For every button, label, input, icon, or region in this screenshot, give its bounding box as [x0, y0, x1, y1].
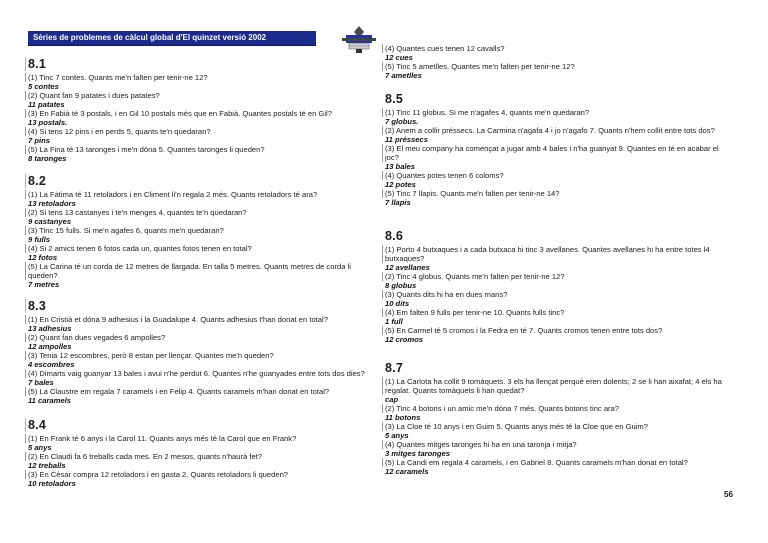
problem-section [28, 174, 374, 289]
problem-question: (4) Em falten 9 fulls per tenir-ne 10. Quants fulls tinc? [382, 308, 733, 317]
section-title: 8.4 [25, 418, 374, 432]
problem-answer: 13 retoladors [28, 199, 76, 208]
problem-answer: 3 mitges taronges [385, 449, 450, 458]
problem-section [28, 299, 374, 405]
problem-question: (4) Quantes potes tenen 6 coloms? [382, 171, 733, 180]
problem-answer: 11 caramels [28, 396, 71, 405]
header-title: Sèries de problemes de càlcul global d'El quinzet versió 2002 [33, 33, 267, 42]
problem-question: (3) Tenia 12 escombres, però 8 estan per llençar. Quantes me'n queden? [25, 351, 374, 360]
problem-question: (2) Anem a collir préssecs. La Carmina n'agafa 4 i jo n'agafo 7. Quants n'hem collit entre tots dos? [382, 126, 733, 135]
problem-question: (1) Tinc 11 globus. Si me n'agafes 4, quants me'n quedaran? [382, 108, 733, 117]
problem-answer: 11 préssecs [385, 135, 428, 144]
problem-question: (2) Tinc 4 globus. Quants me'n falten per tenir-ne 12? [382, 272, 733, 281]
problem-answer: 7 metres [28, 280, 60, 289]
problem-question: (4) Dimarts vaig guanyar 13 bales i avui n'he perdut 6. Quantes n'he guanyades entre tots dos dies? [25, 369, 374, 378]
problem-question: (3) El meu company ha començat a jugar amb 4 bales i n'ha guanyat 9. Quantes en té en acabar el joc? [382, 144, 733, 162]
section-title: 8.3 [25, 299, 374, 313]
quinzet-logo-icon [340, 24, 378, 54]
section-title: 8.7 [385, 361, 403, 375]
problem-question: (5) Tinc 5 ametlles. Quantes me'n falten per tenir-ne 12? [382, 62, 733, 71]
section-title: 8.6 [385, 229, 403, 243]
problem-answer: 10 retoladors [28, 479, 76, 488]
problem-section [385, 44, 733, 80]
problem-question: (4) Quantes mitges taronges hi ha en una taronja i mitja? [382, 440, 733, 449]
problem-answer: 10 dits [385, 299, 410, 308]
problem-question: (3) En Cèsar compra 12 retoladors i en gasta 2. Quants retoladors li queden? [25, 470, 374, 479]
problem-answer: 12 caramels [385, 467, 429, 476]
problem-section [385, 229, 733, 344]
problem-question: (1) Tinc 7 contes. Quants me'n falten per tenir-ne 12? [25, 73, 374, 82]
problem-question: (3) Quants dits hi ha en dues mans? [382, 290, 733, 299]
problem-answer: 5 anys [385, 431, 409, 440]
problem-answer: cap [385, 395, 399, 404]
problem-question: (3) En Fabià té 3 postals, i en Gil 10 postals més que en Fabià. Quantes postals té en Gil? [25, 109, 374, 118]
problem-question: (4) Si 2 amics tenen 6 fotos cada un, quantes fotos tenen en total? [25, 244, 374, 253]
problem-answer: 9 castanyes [28, 217, 72, 226]
header-bar [28, 31, 316, 46]
problem-question: (3) La Cloe té 10 anys i en Guim 5. Quants anys més té la Cloe que en Guim? [382, 422, 733, 431]
section-title: 8.5 [385, 92, 403, 106]
section-title: 8.2 [25, 174, 374, 188]
problem-answer: 12 cromos [385, 335, 423, 344]
problem-question: (2) Quant fan 9 patates i dues patates? [25, 91, 374, 100]
page-number: 56 [724, 490, 733, 499]
problem-answer: 11 botons [385, 413, 421, 422]
problem-question: (2) Quant fan dues vegades 6 ampolles? [25, 333, 374, 342]
problem-answer: 12 potes [385, 180, 416, 189]
problem-question: (1) La Carlota ha collit 9 tomàquets. 3 els ha llençat perquè eren dolents; 2 se li han aixafat; 4 els ha regalat. Quants tomàquets li han quedat? [382, 377, 733, 395]
problem-answer: 12 ampolles [28, 342, 72, 351]
problem-question: (1) La Fàtima té 11 retoladors i en Climent li'n regala 2 més. Quants retoladors té ara? [25, 190, 374, 199]
problem-answer: 8 taronges [28, 154, 67, 163]
problem-answer: 7 ametlles [385, 71, 422, 80]
section-title: 8.1 [25, 57, 374, 71]
problem-answer: 8 globus [385, 281, 417, 290]
problem-question: (1) En Frank té 6 anys i la Carol 11. Quants anys més té la Carol que en Frank? [25, 434, 374, 443]
problem-answer: 7 pins [28, 136, 50, 145]
problem-question: (5) En Carmel té 5 cromos i la Fedra en té 7. Quants cromos tenen entre tots dos? [382, 326, 733, 335]
problem-answer: 5 contes [28, 82, 59, 91]
problem-answer: 1 full [385, 317, 403, 326]
problem-question: (4) Quantes cues tenen 12 cavalls? [382, 44, 733, 53]
problem-answer: 11 patates [28, 100, 65, 109]
problem-question: (5) La Carina té un corda de 12 metres de llargada. En talla 5 metres. Quants metres de corda li queden? [25, 262, 374, 280]
problem-answer: 7 bales [28, 378, 54, 387]
problem-answer: 12 cues [385, 53, 413, 62]
problem-question: (3) Tinc 15 fulls. Si me'n agafes 6, quants me'n quedaran? [25, 226, 374, 235]
problem-question: (4) Si tens 12 pins i en perds 5, quants te'n quedaran? [25, 127, 374, 136]
problem-question: (2) Si tens 13 castanyes i te'n menges 4, quantes te'n quedaran? [25, 208, 374, 217]
problem-answer: 12 avellanes [385, 263, 430, 272]
problem-answer: 13 postals. [28, 118, 68, 127]
problem-answer: 4 escombres [28, 360, 75, 369]
problem-question: (5) Tinc 7 llapis. Quants me'n falten per tenir-ne 14? [382, 189, 733, 198]
problem-section [385, 92, 733, 207]
problem-question: (5) La Fina té 13 taronges i me'n dóna 5. Quantes taronges li queden? [25, 145, 374, 154]
problem-answer: 12 fotos [28, 253, 58, 262]
problem-answer: 12 treballs [28, 461, 66, 470]
problem-question: (2) Tinc 4 botons i un amic me'n dóna 7 més. Quants botons tinc ara? [382, 404, 733, 413]
problem-question: (1) En Cristià et dóna 9 adhesius i la Guadalupe 4. Quants adhesius t'han donat en total? [25, 315, 374, 324]
problem-answer: 7 llapis [385, 198, 411, 207]
problem-answer: 7 globus. [385, 117, 419, 126]
problem-section [28, 57, 374, 163]
problem-question: (2) En Claudi fa 6 treballs cada mes. En 2 mesos, quants n'haurà fet? [25, 452, 374, 461]
problem-answer: 13 bales [385, 162, 415, 171]
problem-answer: 13 adhesius [28, 324, 72, 333]
problem-question: (1) Porto 4 butxaques i a cada butxaca hi tinc 3 avellanes. Quantes avellanes hi ha entre totes l4 butxaques? [382, 245, 733, 263]
problem-answer: 9 fulls [28, 235, 50, 244]
problem-question: (5) La Candi em regala 4 caramels, i en Gabriel 8. Quants caramels m'han donat en total? [382, 458, 733, 467]
problem-answer: 5 anys [28, 443, 52, 452]
problem-section [385, 361, 733, 476]
problem-section [28, 418, 374, 488]
problem-question: (5) La Claustre em regala 7 caramels i en Felip 4. Quants caramels m'han donat en total? [25, 387, 374, 396]
